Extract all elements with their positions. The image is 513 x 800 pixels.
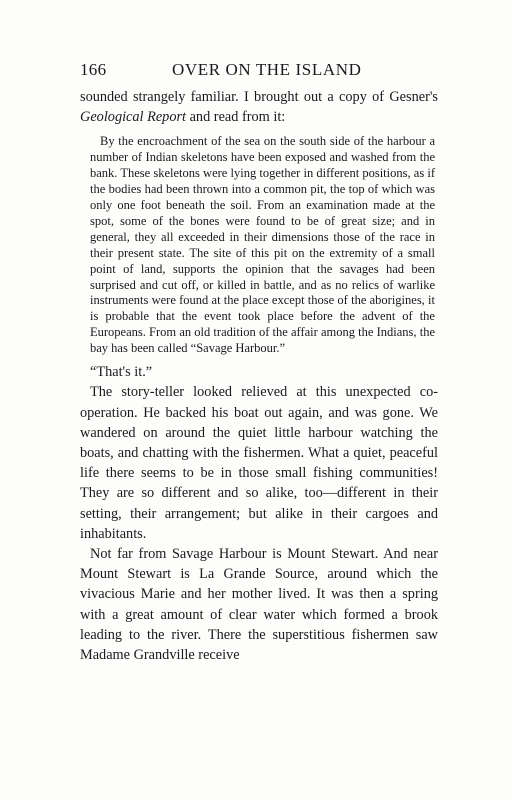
running-head: OVER ON THE ISLAND [172, 60, 362, 79]
paragraph: Not far from Savage Harbour is Mount Stewart. And near Mount Stewart is La Grande Source, around which the vivacious Marie and her mother lived. It was then a spring with a great amount of clear water which formed a brook leading to the river. There the superstitious fishermen saw Madame Grandville receive [80, 545, 438, 663]
paragraph-text: and read from it: [186, 109, 286, 126]
page-header [80, 60, 438, 82]
page-body [80, 87, 438, 665]
paragraph-text: sounded strangely familiar. I brought out a copy of Gesner's [80, 89, 438, 105]
paragraph: The story-teller looked relieved at this unexpected co-operation. He backed his boat out again, and was gone. We wandered on around the quiet little harbour watching the boats, and chatting with the fishermen. What a quiet, peaceful life there seems to be in those small fishing communities! They are so different and so alike, too—different in their setting, their arrangement; but alike in their cargoes and inhabitants. [80, 384, 438, 542]
book-title: Geological Report [80, 109, 187, 126]
block-quote: By the encroachment of the sea on the south side of the harbour a number of Indian skeletons have been exposed and washed from the bank. These skeletons were lying together in different positions, as if the bodies had been thrown into a common pit, the top of which was only one foot beneath the soil. From an examination made at the spot, some of the bones were found to be of great size; and in general, they all exceeded in their dimensions those of the race in their present state. The site of this pit on the extremity of a small point of land, supports the opinion that the savages had been surprised and cut off, or killed in battle, and as no relics of warlike instruments were found at the place except those of the aborigines, it is probable that the event took place before the advent of the Europeans. From an old tradition of the affair among the Indians, the bay has been called “Savage Harbour.” [90, 134, 435, 356]
paragraph: “That's it.” [90, 364, 153, 381]
page-number: 166 [80, 60, 107, 79]
paragraph-continued [80, 87, 438, 127]
